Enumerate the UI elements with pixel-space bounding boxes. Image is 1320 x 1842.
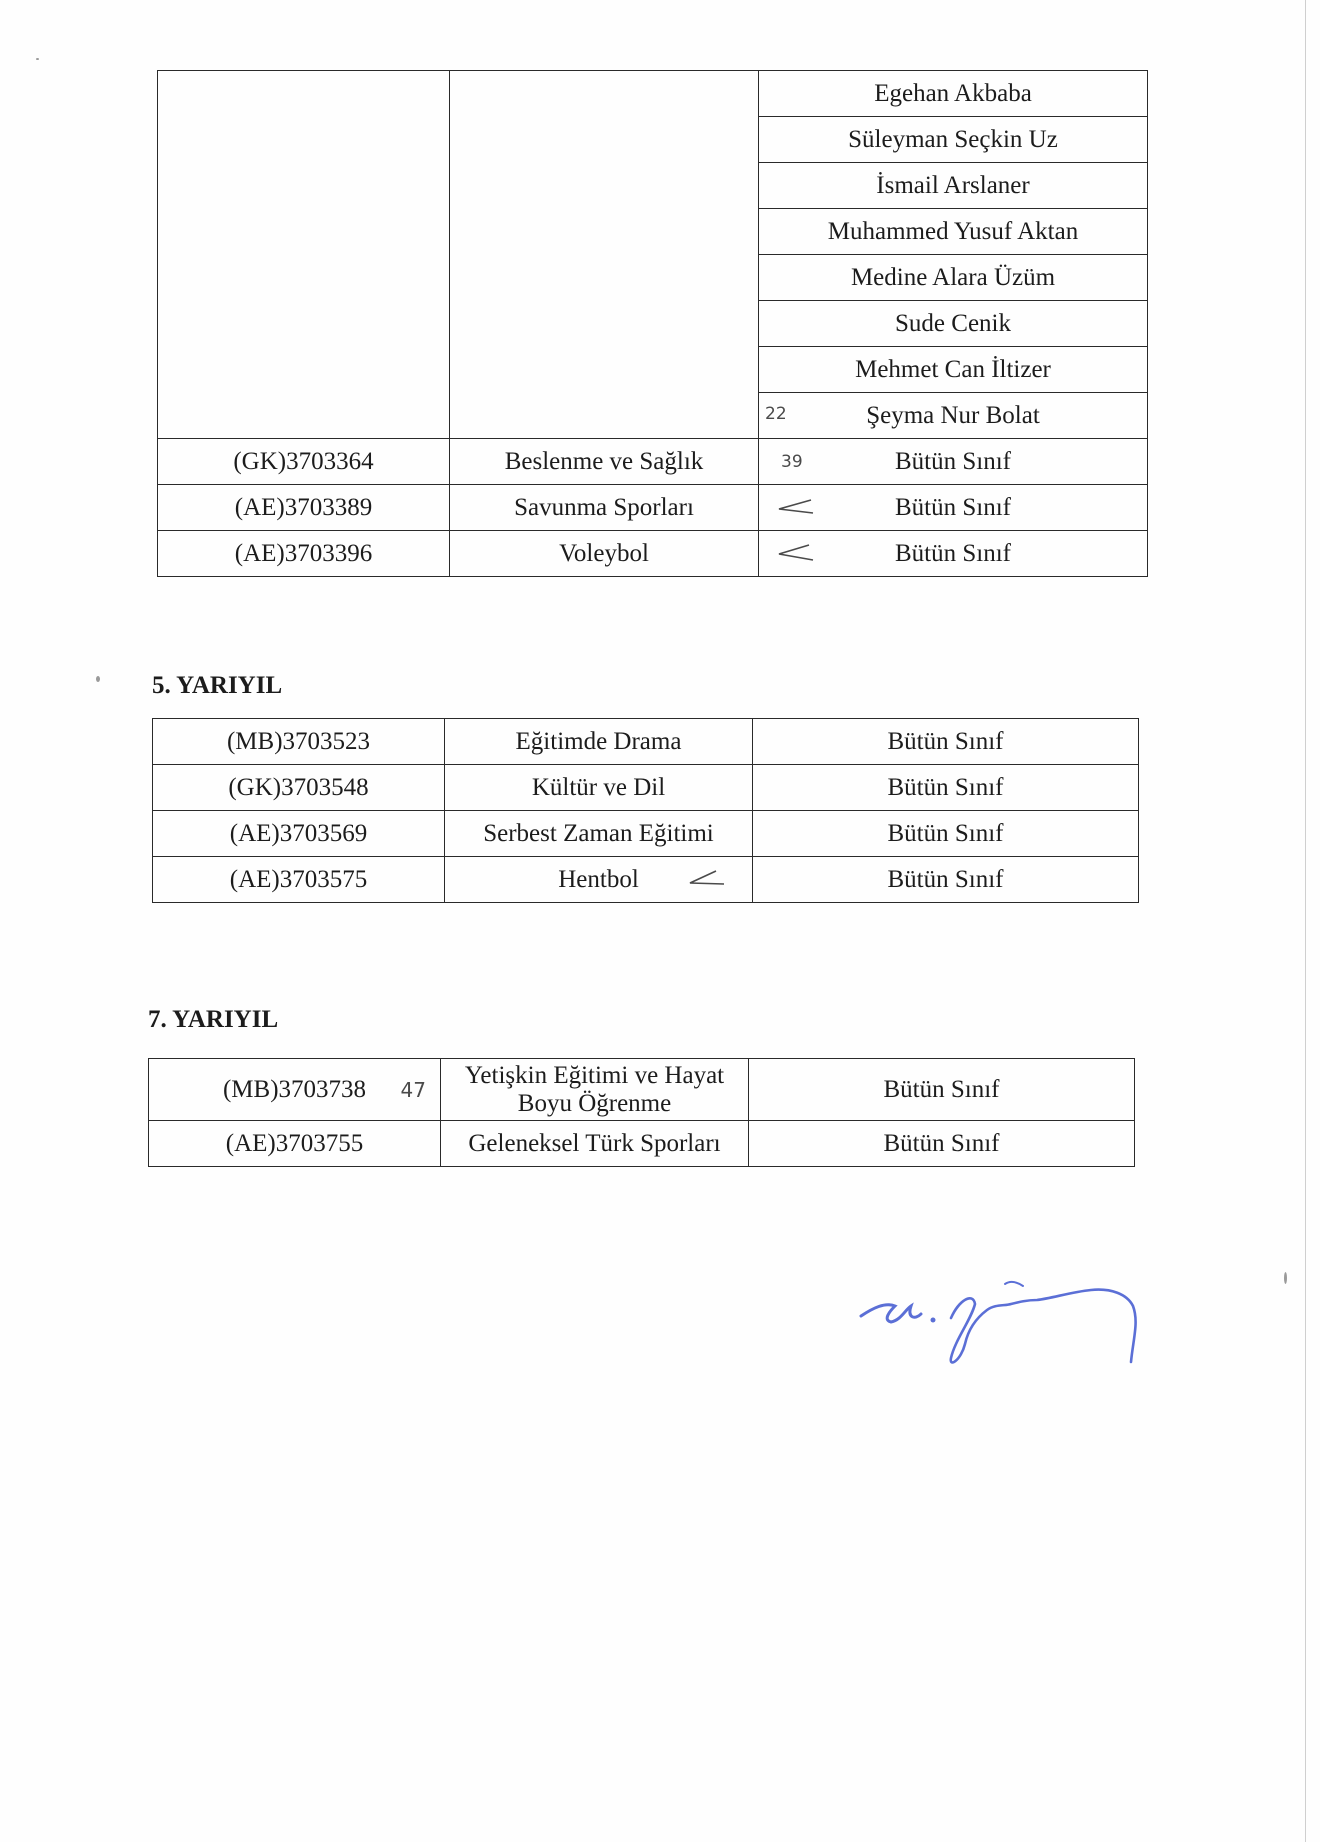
scan-speck: [96, 676, 100, 682]
course-name: Geleneksel Türk Sporları: [441, 1121, 749, 1167]
student-name: İsmail Arslaner: [759, 163, 1148, 209]
student-name-cell: [759, 393, 1148, 439]
student-name: Şeyma Nur Bolat: [866, 402, 1040, 429]
group-label: Bütün Sınıf: [749, 1059, 1135, 1121]
handwritten-code-correction: 47: [400, 1078, 426, 1102]
section-heading-5: 5. YARIYIL: [152, 672, 283, 699]
group-label: Bütün Sınıf: [753, 719, 1139, 765]
course-name: Eğitimde Drama: [445, 719, 753, 765]
checkmark-icon: [686, 869, 726, 889]
scan-speck: [1284, 1272, 1287, 1284]
section-heading-7: 7. YARIYIL: [148, 1006, 279, 1033]
course-code: (AE)3703755: [149, 1121, 441, 1167]
course-name: Voleybol: [450, 531, 759, 577]
course-code: (GK)3703548: [153, 765, 445, 811]
group-label: Bütün Sınıf: [749, 1121, 1135, 1167]
course-table-continued: [157, 70, 1148, 577]
group-label: Bütün Sınıf: [753, 765, 1139, 811]
handwritten-count: 39: [781, 452, 803, 472]
course-name: Kültür ve Dil: [445, 765, 753, 811]
group-cell: [759, 439, 1148, 485]
checkmark-icon: [775, 543, 817, 563]
course-code: (AE)3703389: [158, 485, 450, 531]
course-code: (AE)3703396: [158, 531, 450, 577]
course-name: Hentbol: [558, 866, 639, 893]
course-name-cell: [445, 857, 753, 903]
course-code: (MB)3703523: [153, 719, 445, 765]
group-cell: [759, 531, 1148, 577]
handwritten-signature: [855, 1260, 1155, 1370]
course-name: Beslenme ve Sağlık: [450, 439, 759, 485]
group-label: Bütün Sınıf: [895, 494, 1011, 521]
course-table-semester-7: [148, 1058, 1135, 1167]
student-name: Medine Alara Üzüm: [759, 255, 1148, 301]
group-label: Bütün Sınıf: [895, 540, 1011, 567]
course-name: Serbest Zaman Eğitimi: [445, 811, 753, 857]
course-name: Savunma Sporları: [450, 485, 759, 531]
group-label: Bütün Sınıf: [753, 811, 1139, 857]
course-name: Yetişkin Eğitimi ve Hayat Boyu Öğrenme: [441, 1059, 749, 1121]
course-code: (AE)3703569: [153, 811, 445, 857]
group-label: Bütün Sınıf: [753, 857, 1139, 903]
course-code: (MB)3703738: [222, 1076, 367, 1103]
empty-code-cell: [158, 71, 450, 439]
course-code-cell: [149, 1059, 441, 1121]
course-code: (GK)3703364: [158, 439, 450, 485]
student-name: Muhammed Yusuf Aktan: [759, 209, 1148, 255]
scan-edge: [1305, 0, 1306, 1842]
student-name: Süleyman Seçkin Uz: [759, 117, 1148, 163]
student-name: Sude Cenik: [759, 301, 1148, 347]
group-cell: [759, 485, 1148, 531]
student-name: Mehmet Can İltizer: [759, 347, 1148, 393]
course-code: (AE)3703575: [153, 857, 445, 903]
student-name: Egehan Akbaba: [759, 71, 1148, 117]
scan-speck: [36, 58, 39, 60]
handwritten-count: 22: [765, 404, 787, 424]
group-label: Bütün Sınıf: [895, 448, 1011, 475]
empty-course-cell: [450, 71, 759, 439]
course-table-semester-5: [152, 718, 1139, 903]
checkmark-icon: [775, 497, 817, 517]
